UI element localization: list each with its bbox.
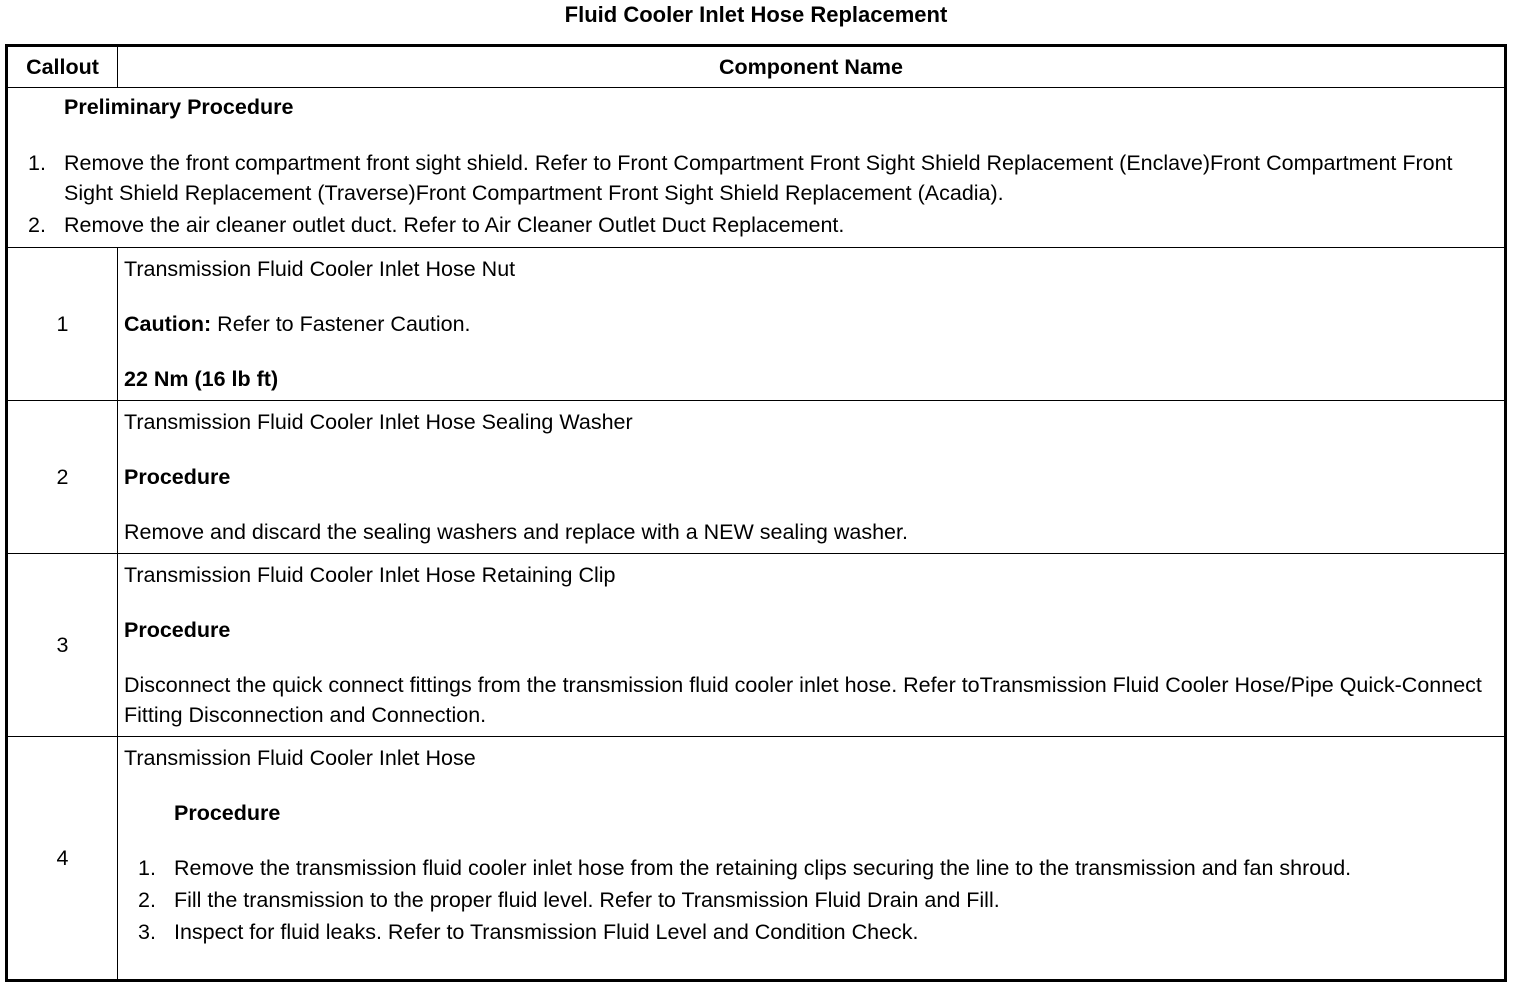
step-text: Inspect for fluid leaks. Refer to Transmission Fluid Level and Condition Check. [174,920,919,944]
procedure-text: Remove and discard the sealing washers and replace with a NEW sealing washer. [124,520,908,544]
preliminary-row [7,88,1506,248]
caution-label: Caution: [124,312,212,336]
list-item [124,885,1498,915]
step-text: Remove the transmission fluid cooler inlet hose from the retaining clips securing the line to the transmission and fan shroud. [174,856,1352,880]
step-number: 2. [138,888,156,912]
procedure-text: Disconnect the quick connect fittings from the transmission fluid cooler inlet hose. Refer toTransmission Fluid Cooler Hose/Pipe Quick-Connect Fitting Disconnection and Connection. [124,673,1482,727]
callout-number: 2 [7,401,118,554]
component-cell [118,401,1506,554]
step-number: 1. [138,856,156,880]
torque-spec: 22 Nm (16 lb ft) [124,367,279,391]
table-row [7,554,1506,737]
step-number: 1. [28,151,46,175]
table-row [7,737,1506,981]
preliminary-cell [7,88,1506,248]
callout-number: 3 [7,554,118,737]
step-number: 2. [28,213,46,237]
component-name: Transmission Fluid Cooler Inlet Hose Sealing Washer [124,410,633,434]
list-item [124,853,1498,883]
callout-number: 1 [7,248,118,401]
step-text: Remove the air cleaner outlet duct. Refer to Air Cleaner Outlet Duct Replacement. [64,213,845,237]
component-name: Transmission Fluid Cooler Inlet Hose Retaining Clip [124,563,616,587]
step-number: 3. [138,920,156,944]
procedure-label: Procedure [124,465,231,489]
step-text: Remove the front compartment front sight shield. Refer to Front Compartment Front Sight Shield Replacement (Enclave)Front Compartment Front Sight Shield Replacement (Traverse)Front Compartment Front Sight Shield Replacement (Acadia). [64,151,1453,205]
preliminary-heading: Preliminary Procedure [64,95,294,119]
component-name: Transmission Fluid Cooler Inlet Hose Nut [124,257,516,281]
component-cell [118,737,1506,981]
header-component-name: Component Name [118,46,1506,88]
step-text: Fill the transmission to the proper fluid level. Refer to Transmission Fluid Drain and Fill. [174,888,1000,912]
list-item [16,210,1496,240]
header-callout: Callout [7,46,118,88]
procedure-steps [124,853,1498,947]
page-title: Fluid Cooler Inlet Hose Replacement [564,2,948,27]
procedure-label: Procedure [174,801,281,825]
procedure-table [5,44,1507,982]
component-cell [118,554,1506,737]
component-name: Transmission Fluid Cooler Inlet Hose [124,746,476,770]
component-cell [118,248,1506,401]
list-item [16,148,1496,208]
table-row [7,401,1506,554]
caution-line [124,309,1498,339]
preliminary-steps [16,148,1496,240]
list-item [124,917,1498,947]
table-header-row [7,46,1506,88]
callout-number: 4 [7,737,118,981]
table-row [7,248,1506,401]
caution-text: Refer to Fastener Caution. [211,312,471,336]
procedure-label: Procedure [124,618,231,642]
